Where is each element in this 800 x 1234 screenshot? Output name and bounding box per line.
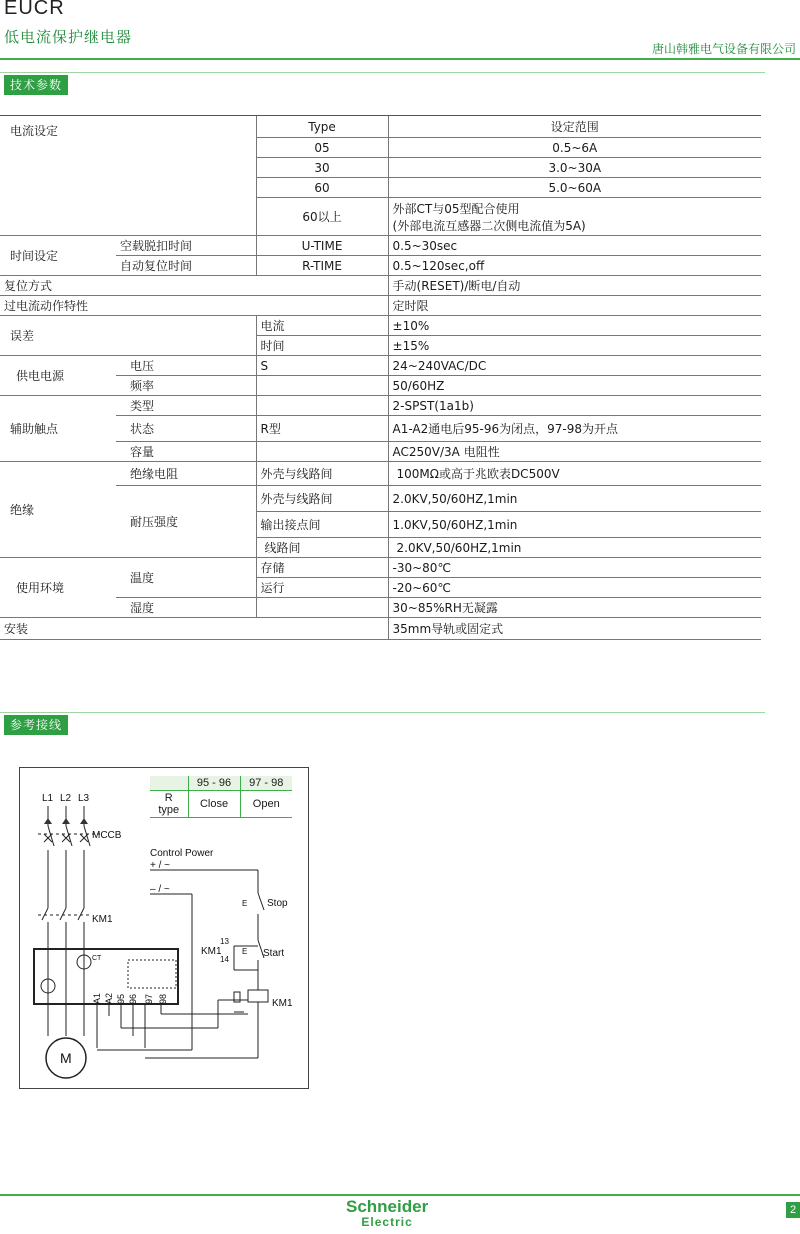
sub-label: 湿度 <box>116 598 256 618</box>
section-tag-specs: 技术参数 <box>4 75 68 95</box>
label-plus: + / ~ <box>150 860 171 871</box>
value-cell: -20~60℃ <box>388 578 761 598</box>
schneider-logo <box>346 1198 428 1228</box>
label-start: Start <box>263 948 285 959</box>
code-cell: U-TIME <box>256 236 388 256</box>
wiring-diagram <box>19 767 309 1089</box>
type-cell: 30 <box>256 158 388 178</box>
footer-divider <box>0 1194 800 1196</box>
sub-label: 时间 <box>256 336 388 356</box>
value-cell: 1.0KV,50/60HZ,1min <box>388 512 761 538</box>
sub-label: 外壳与线路间 <box>256 462 388 486</box>
sub-label: 存储 <box>256 558 388 578</box>
row-label-time-setting: 时间设定 <box>0 236 116 276</box>
circuit-schematic <box>20 768 310 1090</box>
contact-col-97-98: 97 - 98 <box>240 776 292 791</box>
sub-label: 电压 <box>116 356 256 376</box>
value-cell: 30~85%RH无凝露 <box>388 598 761 618</box>
section-tag-wiring: 参考接线 <box>4 715 68 735</box>
row-label-reset: 复位方式 <box>0 276 388 296</box>
sub-label: 耐压强度 <box>116 486 256 558</box>
sub-label: 运行 <box>256 578 388 598</box>
sub-label: 外壳与线路间 <box>256 486 388 512</box>
range-cell <box>388 198 761 236</box>
row-label-current-setting: 电流设定 <box>0 116 256 236</box>
range-cell: 5.0~60A <box>388 178 761 198</box>
terminal-a1: A1 <box>92 992 102 1004</box>
label-ct: CT <box>92 955 102 962</box>
label-stop: Stop <box>267 898 288 909</box>
label-km1-coil: KM1 <box>272 998 293 1009</box>
sub-label: 空载脱扣时间 <box>116 236 256 256</box>
label-e-stop: E <box>242 899 248 908</box>
sub-label: 状态 <box>116 416 256 442</box>
type-cell: 05 <box>256 138 388 158</box>
label-l3: L3 <box>78 793 90 804</box>
terminal-97: 97 <box>144 993 154 1004</box>
range-line: 外部CT与05型配合使用 <box>392 201 520 216</box>
value-cell: 50/60HZ <box>388 376 761 396</box>
label-l1: L1 <box>42 793 54 804</box>
range-cell: 3.0~30A <box>388 158 761 178</box>
value-cell: 2-SPST(1a1b) <box>388 396 761 416</box>
contact-val-2: Open <box>240 791 292 818</box>
motor-symbol: M <box>60 1050 72 1066</box>
value-cell: 0.5~120sec,off <box>388 256 761 276</box>
row-label-aux: 辅助触点 <box>0 396 116 462</box>
brand-line-1: Schneider <box>346 1197 429 1216</box>
col-header-type: Type <box>256 116 388 138</box>
code-cell: R型 <box>256 416 388 442</box>
sub-label: 类型 <box>116 396 256 416</box>
value-cell: A1-A2通电后95-96为闭点，97-98为开点 <box>388 416 761 442</box>
row-label-power: 供电电源 <box>0 356 116 396</box>
company-name: 唐山韩雅电气设备有限公司 <box>651 42 796 56</box>
product-name: 低电流保护继电器 <box>4 28 133 46</box>
code-cell: R-TIME <box>256 256 388 276</box>
row-label-error: 误差 <box>0 316 256 356</box>
section-rule <box>0 712 765 713</box>
label-control-power: Control Power <box>150 848 214 859</box>
contact-row-label: R type <box>150 791 188 818</box>
page-number: 2 <box>786 1202 800 1218</box>
sub-label: 电流 <box>256 316 388 336</box>
section-rule <box>0 72 765 73</box>
label-l2: L2 <box>60 793 72 804</box>
type-cell: 60以上 <box>256 198 388 236</box>
value-cell: ±10% <box>388 316 761 336</box>
value-cell: 定时限 <box>388 296 761 316</box>
row-label-environment: 使用环境 <box>0 558 116 618</box>
label-14: 14 <box>220 955 229 964</box>
label-mccb: MCCB <box>92 830 122 841</box>
value-cell: 100MΩ或高于兆欧表DC500V <box>388 462 761 486</box>
terminal-96: 96 <box>128 993 138 1004</box>
row-label-insulation: 绝缘 <box>0 462 116 558</box>
terminal-a2: A2 <box>104 992 114 1004</box>
label-km1: KM1 <box>92 914 113 925</box>
contact-col-95-96: 95 - 96 <box>188 776 240 791</box>
label-km1-contact: KM1 <box>201 946 222 957</box>
sub-label: 频率 <box>116 376 256 396</box>
value-cell: 2.0KV,50/60HZ,1min <box>388 538 761 558</box>
sub-label: 容量 <box>116 442 256 462</box>
value-cell: 24~240VAC/DC <box>388 356 761 376</box>
sub-label: 自动复位时间 <box>116 256 256 276</box>
row-label-install: 安装 <box>0 618 388 640</box>
brand-line-2: Electric <box>361 1215 413 1229</box>
col-header-range: 设定范围 <box>388 116 761 138</box>
sub-label: 线路间 <box>256 538 388 558</box>
terminal-98: 98 <box>158 993 168 1004</box>
terminal-95: 95 <box>116 993 126 1004</box>
range-line: (外部电流互感器二次侧电流值为5A) <box>392 218 586 233</box>
label-minus: – / ~ <box>150 884 170 895</box>
label-e-start: E <box>242 947 248 956</box>
value-cell: 手动(RESET)/断电/自动 <box>388 276 761 296</box>
value-cell: ±15% <box>388 336 761 356</box>
header-divider <box>0 58 800 60</box>
value-cell: 35mm导轨或固定式 <box>388 618 761 640</box>
type-cell: 60 <box>256 178 388 198</box>
code-cell: S <box>256 356 388 376</box>
sub-label: 输出接点间 <box>256 512 388 538</box>
contact-val-1: Close <box>188 791 240 818</box>
product-code: EUCR <box>4 0 65 19</box>
value-cell: AC250V/3A 电阻性 <box>388 442 761 462</box>
value-cell: -30~80℃ <box>388 558 761 578</box>
row-label-overcurrent: 过电流动作特性 <box>0 296 388 316</box>
value-cell: 0.5~30sec <box>388 236 761 256</box>
range-cell: 0.5~6A <box>388 138 761 158</box>
spec-table <box>0 115 761 640</box>
sub-label: 温度 <box>116 558 256 598</box>
sub-label: 绝缘电阻 <box>116 462 256 486</box>
label-13: 13 <box>220 937 229 946</box>
value-cell: 2.0KV,50/60HZ,1min <box>388 486 761 512</box>
